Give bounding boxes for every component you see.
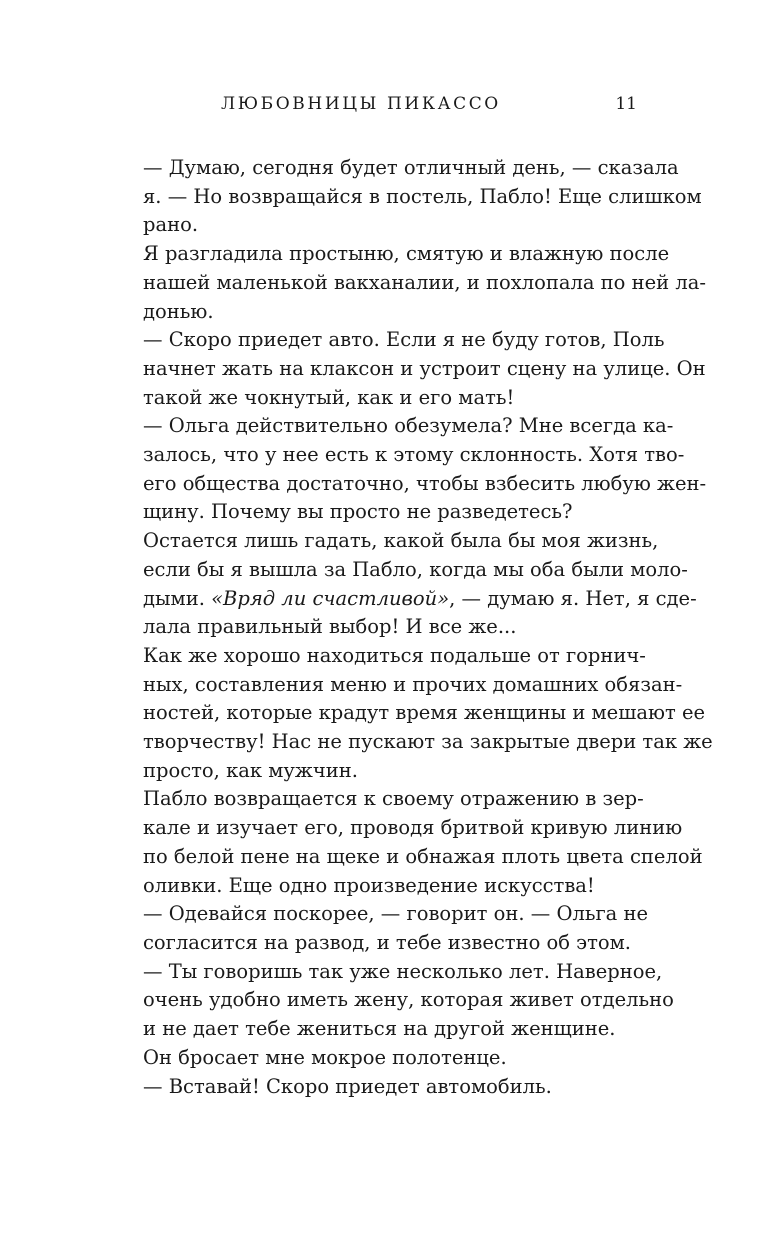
text-run: дыми. [143, 586, 212, 610]
text-line: ностей, которые крадут время женщины и мешают ее [143, 701, 706, 725]
text-line: Остается лишь гадать, какой была бы моя жизнь, [143, 529, 659, 553]
paragraph [113, 326, 706, 412]
text-line-mixed [113, 585, 697, 614]
text-line: — Думаю, сегодня будет отличный день, — сказала [143, 156, 679, 179]
paragraph [113, 1073, 637, 1102]
text-line: Он бросает мне мокрое полотенце. [143, 1045, 507, 1069]
book-page [113, 0, 713, 1240]
text-line: согласится на развод, и тебе известно об этом. [143, 930, 631, 954]
text-line: по белой пене на щеке и обнажая плоть цвета спелой [143, 844, 703, 868]
text-line: если бы я вышла за Пабло, когда мы оба были моло- [143, 557, 688, 581]
paragraph [113, 154, 702, 240]
text-line: лала правильный выбор! И все же... [143, 615, 517, 639]
text-line: очень удобно иметь жену, которая живет отдельно [143, 988, 674, 1012]
text-line: — Скоро приедет авто. Если я не буду готов, Поль [143, 328, 665, 352]
text-line: я. — Но возвращайся в постель, Пабло! Еще слишком [143, 184, 702, 208]
text-line: нашей маленькой вакханалии, и похлопала по ней ла- [143, 270, 706, 294]
paragraph [113, 642, 713, 786]
page-number: 11 [615, 94, 637, 114]
paragraph [113, 412, 707, 527]
running-header [113, 94, 637, 120]
paragraph [113, 900, 649, 957]
italic-quote: «Вряд ли счастливой» [211, 586, 450, 610]
body-text [113, 154, 713, 1101]
text-line: его общества достаточно, чтобы взбесить любую жен- [143, 471, 707, 495]
text-line: кале и изучает его, проводя бритвой кривую линию [143, 816, 683, 840]
book-title: ЛЮБОВНИЦЫ ПИКАССО [221, 94, 501, 114]
text-line: Пабло возвращается к своему отражению в зер- [143, 787, 644, 811]
paragraph [113, 1044, 637, 1073]
text-line: рано. [143, 213, 199, 237]
text-line: и не дает тебе жениться на другой женщине. [143, 1017, 616, 1041]
text-run: , — думаю я. Нет, я сде- [449, 586, 697, 610]
text-line: — Ольга действительно обезумела? Мне всегда ка- [143, 414, 674, 438]
text-line: начнет жать на клаксон и устроит сцену на улице. Он [143, 356, 706, 380]
text-line: такой же чокнутый, как и его мать! [143, 385, 515, 409]
text-line: — Вставай! Скоро приедет автомобиль. [143, 1074, 552, 1098]
text-line: просто, как мужчин. [143, 758, 358, 782]
paragraph [113, 240, 706, 326]
text-line: Как же хорошо находиться подальше от горнич- [143, 643, 646, 667]
text-line: Я разгладила простыню, смятую и влажную после [143, 242, 670, 266]
text-line: ных, составления меню и прочих домашних обязан- [143, 672, 683, 696]
text-line: оливки. Еще одно произведение искусства! [143, 873, 595, 897]
paragraph [113, 785, 703, 900]
text-line: щину. Почему вы просто не разведетесь? [143, 500, 573, 524]
text-line: залось, что у нее есть к этому склонность. Хотя тво- [143, 443, 685, 467]
paragraph [113, 527, 697, 642]
paragraph [113, 958, 674, 1044]
text-line: — Ты говоришь так уже несколько лет. Наверное, [143, 959, 663, 983]
text-line: творчеству! Нас не пускают за закрытые двери так же [143, 730, 713, 754]
text-line: — Одевайся поскорее, — говорит он. — Ольга не [143, 902, 649, 926]
text-line: донью. [143, 299, 214, 323]
